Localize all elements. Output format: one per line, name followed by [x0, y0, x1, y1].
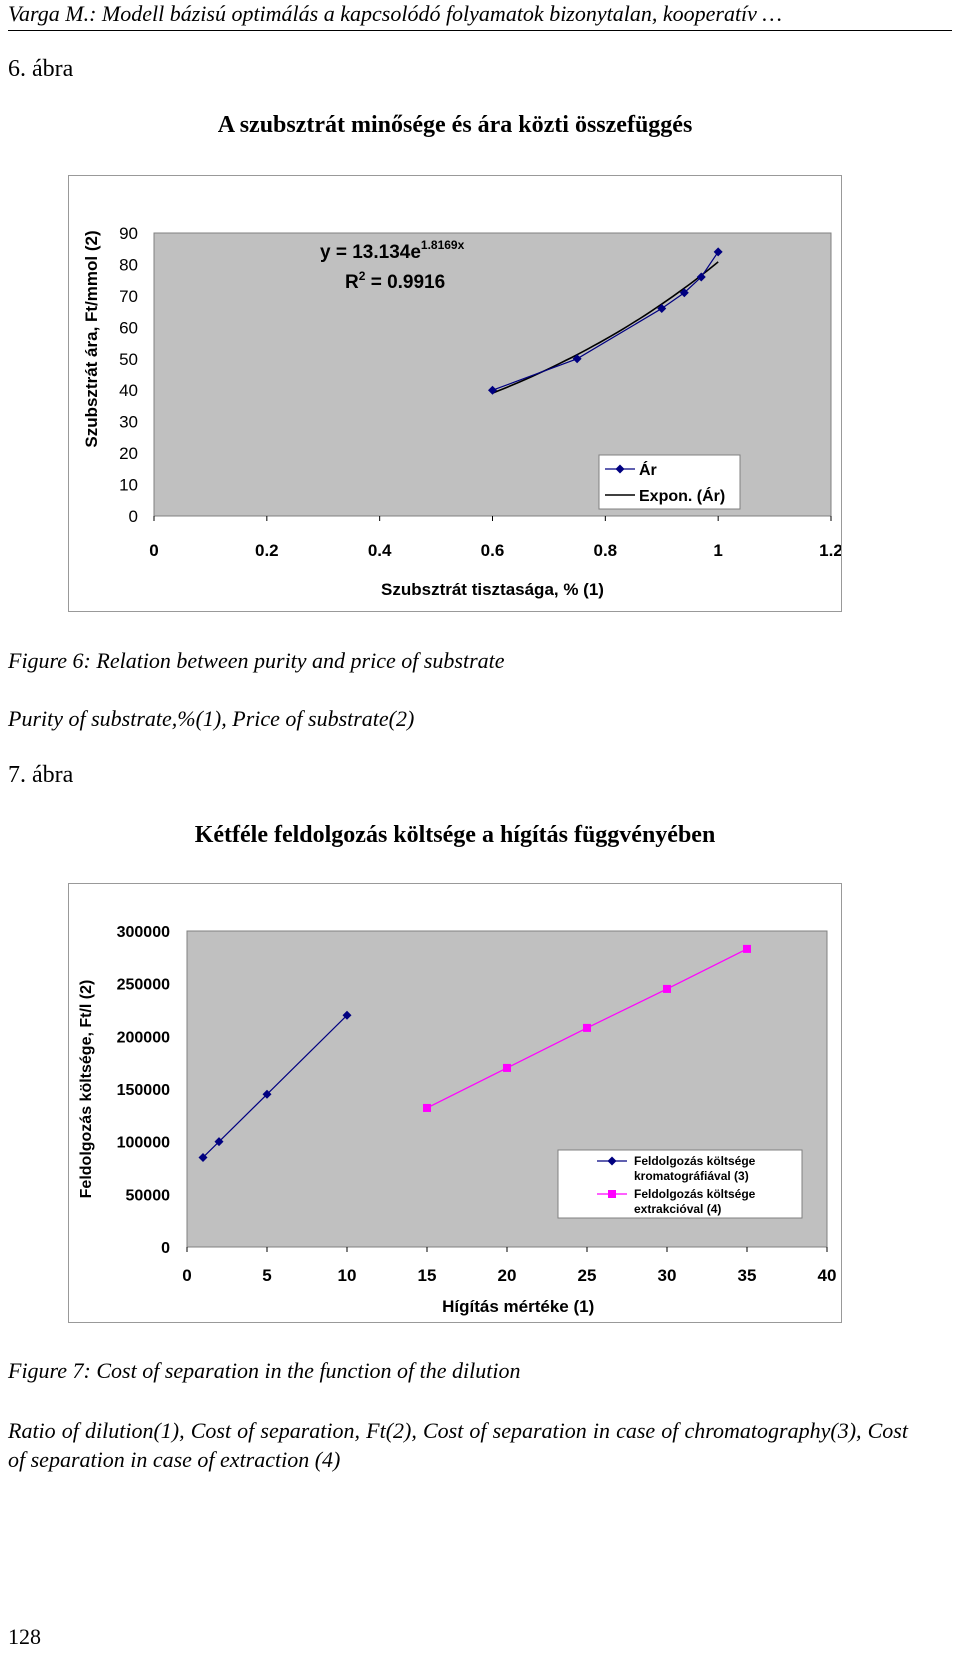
figure6-title: A szubsztrát minősége és ára közti összefüggés: [217, 112, 693, 138]
chart2-legend-label-1b: kromatográfiával (3): [634, 1169, 749, 1183]
chart1-x-tick-label: 0.6: [480, 541, 505, 560]
chart2-series2-point: [503, 1064, 511, 1072]
chart2-y-tick-label: 250000: [116, 976, 170, 994]
chart2-x-axis-label: Hígítás mértéke (1): [442, 1297, 595, 1316]
chart2-series2-point: [743, 945, 751, 953]
figure7-title: Kétféle feldolgozás költsége a hígítás függvényében: [194, 822, 716, 848]
chart1-y-tick-label: 30: [119, 412, 138, 432]
chart1-y-tick-label: 20: [119, 444, 138, 464]
chart2-x-tick-label: 35: [737, 1266, 757, 1285]
chart1-legend-label-ar: Ár: [639, 462, 657, 479]
chart2-legend-label-2b: extrakcióval (4): [634, 1202, 722, 1216]
chart2-x-tick-label: 30: [657, 1266, 677, 1285]
chart1-y-tick-label: 80: [119, 255, 138, 275]
chart2-svg: [69, 884, 841, 1322]
chart1-y-tick-label: 70: [119, 286, 138, 306]
chart2-x-tick-label: 25: [577, 1266, 597, 1285]
chart2-y-tick-label: 200000: [116, 1029, 170, 1047]
chart1-y-tick-label: 90: [119, 224, 138, 243]
chart1-equation-exponent: 1.8169x: [420, 238, 465, 252]
chart1-y-tick-label: 60: [119, 318, 138, 338]
chart1-x-tick-label: 0.2: [255, 541, 279, 560]
chart2-y-tick-label: 50000: [125, 1187, 170, 1205]
chart1-r2-value: = 0.9916: [365, 272, 446, 293]
page-number: 128: [8, 1624, 41, 1649]
chart2-y-tick-label: 300000: [116, 924, 170, 941]
chart2-series2-point: [423, 1104, 431, 1112]
chart1-x-tick-label: 0.4: [367, 541, 392, 560]
chart2-legend-marker-2: [608, 1190, 616, 1198]
chart1-x-tick-label: 1.2: [819, 541, 841, 560]
chart2-y-tick-label: 150000: [116, 1082, 170, 1099]
figure7-label: 7. ábra: [8, 762, 74, 788]
chart1-y-tick-label: 10: [119, 475, 138, 495]
chart1-x-tick-label: 0: [149, 541, 159, 560]
chart1-y-tick-label: 0: [128, 507, 138, 526]
chart2-legend-label-2a: Feldolgozás költsége: [634, 1187, 756, 1201]
chart2-x-tick-label: 0: [182, 1266, 192, 1285]
figure6-legend-caption: Purity of substrate,%(1), Price of substrate(2): [8, 706, 415, 731]
chart2-y-tick-label: 0: [161, 1240, 170, 1257]
chart2-x-tick-label: 40: [817, 1266, 837, 1285]
chart2-series2-point: [663, 985, 671, 993]
chart1-equation-base: y = 13.134e: [320, 242, 421, 263]
chart2-legend-label-1a: Feldolgozás költsége: [634, 1154, 756, 1168]
chart1-frame: [68, 175, 842, 612]
chart1-legend-label-expon: Expon. (Ár): [639, 488, 726, 505]
chart2-x-tick-label: 10: [337, 1266, 357, 1285]
chart2-series2-point: [583, 1024, 591, 1032]
chart2-frame: [68, 883, 842, 1323]
chart2-x-tick-label: 5: [262, 1266, 272, 1285]
figure7-legend-caption: Ratio of dilution(1), Cost of separation, Ft(2), Cost of separation in case of chromatography(3), Cost of separation in case of extraction (4): [8, 1418, 908, 1472]
figure7-caption: Figure 7: Cost of separation in the function of the dilution: [8, 1358, 521, 1383]
chart1-y-tick-label: 40: [119, 381, 138, 401]
chart1-r2-base: R: [345, 272, 359, 293]
chart1-legend: [599, 455, 740, 509]
chart2-x-tick-label: 15: [417, 1266, 437, 1285]
chart1-y-axis-label: Szubsztrát ára, Ft/mmol (2): [82, 230, 101, 448]
running-head: Varga M.: Modell bázisú optimálás a kapcsolódó folyamatok bizonytalan, kooperatív …: [8, 0, 952, 31]
chart2-x-tick-label: 20: [497, 1266, 517, 1285]
figure6-label: 6. ábra: [8, 56, 74, 82]
chart1-x-tick-label: 1: [713, 541, 723, 560]
chart1-r2-sup: 2: [358, 269, 366, 283]
chart1-x-axis-label: Szubsztrát tisztasága, % (1): [381, 580, 604, 599]
chart1-x-tick-label: 0.8: [593, 541, 618, 560]
chart2-y-axis-label: Feldolgozás költsége, Ft/l (2): [78, 979, 95, 1199]
chart2-y-tick-label: 100000: [116, 1134, 170, 1152]
chart1-svg: [69, 176, 841, 611]
figure6-caption: Figure 6: Relation between purity and price of substrate: [8, 648, 505, 673]
chart1-y-tick-label: 50: [119, 349, 138, 369]
chart2-legend: [558, 1150, 802, 1218]
